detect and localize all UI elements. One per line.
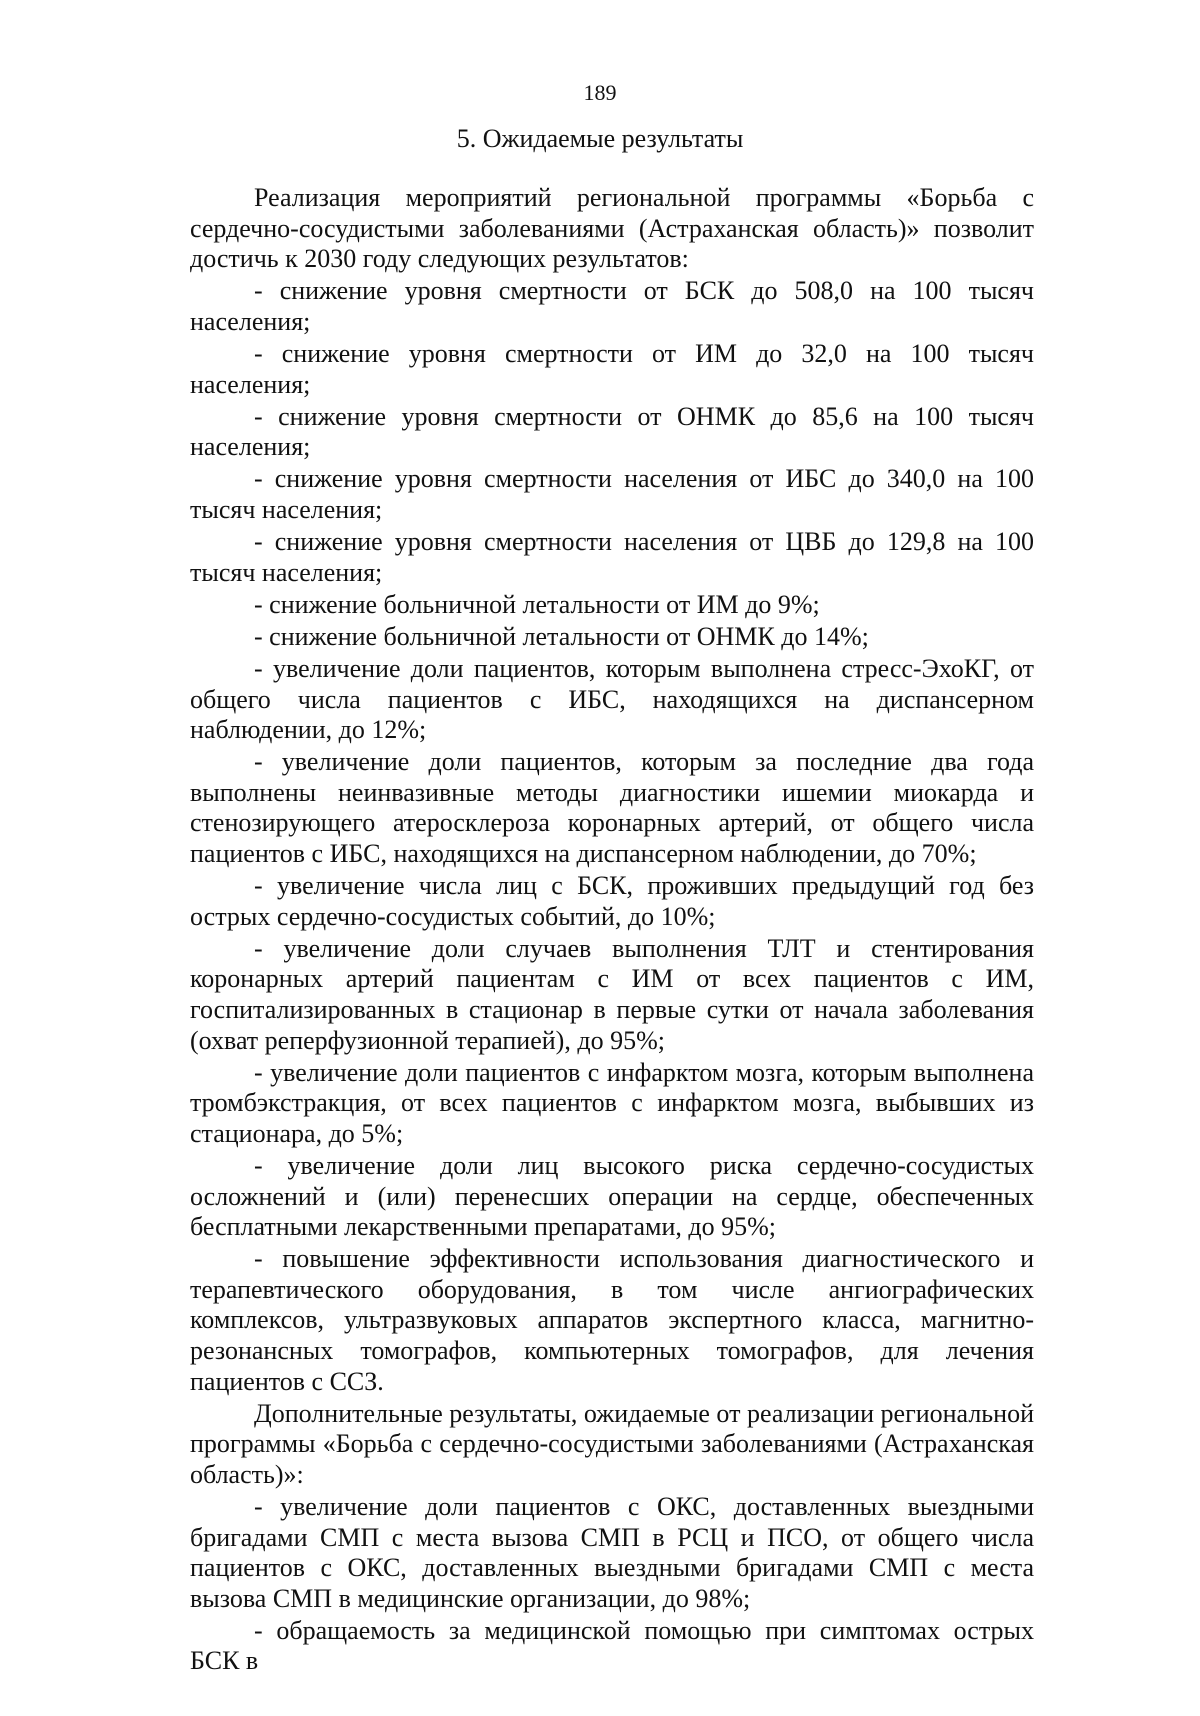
list-item: - снижение уровня смертности населения от ЦВБ до 129,8 на 100 тысяч населения;: [190, 527, 1034, 587]
list-item: - повышение эффективности использования диагностического и терапевтического оборудования, в том числе ангиографических комплексов, ультразвуковых аппаратов экспертного класса, магнитно-резонансных томографов, компьютерных томографов, для лечения пациентов с ССЗ.: [190, 1244, 1034, 1396]
section-heading: 5. Ожидаемые результаты: [456, 124, 744, 153]
list-item: - снижение уровня смертности от ОНМК до 85,6 на 100 тысяч населения;: [190, 401, 1034, 462]
list-item: - увеличение доли пациентов, которым выполнена стресс-ЭхоКГ, от общего числа пациентов с ИБС, находящихся на диспансерном наблюдении, до 12%;: [190, 653, 1034, 745]
list-item: - снижение уровня смертности населения от ИБС до 340,0 на 100 тысяч населения;: [190, 464, 1034, 524]
list-item: - увеличение доли пациентов с ОКС, доставленных выездными бригадами СМП с места вызова СМП в РСЦ и ПСО, от общего числа пациентов с ОКС, доставленных выездными бригадами СМП с места вызова СМП в медицинские организации, до 98%;: [190, 1491, 1034, 1613]
list-item: - снижение больничной летальности от ИМ до 9%;: [254, 589, 820, 619]
list-item: - снижение уровня смертности от БСК до 508,0 на 100 тысяч населения;: [190, 276, 1034, 336]
list-item: - увеличение доли случаев выполнения ТЛТ и стентирования коронарных артерий пациентам с ИМ от всех пациентов с ИМ, госпитализированных в стационар в первые сутки от начала заболевания (охват реперфузионной терапией), до 95%;: [190, 933, 1034, 1055]
list-item: - увеличение доли пациентов с инфарктом мозга, которым выполнена тромбэкстракция, от всех пациентов с инфарктом мозга, выбывших из стационара, до 5%;: [190, 1057, 1034, 1148]
document-body: [190, 183, 1034, 1679]
list-item: - снижение уровня смертности от ИМ до 32,0 на 100 тысяч населения;: [190, 338, 1034, 399]
list-item: - увеличение числа лиц с БСК, проживших предыдущий год без острых сердечно-сосудистых событий, до 10%;: [190, 871, 1034, 931]
list-item: - увеличение доли лиц высокого риска сердечно-сосудистых осложнений и (или) перенесших операции на сердце, обеспеченных бесплатными лекарственными препаратами, до 95%;: [190, 1150, 1034, 1242]
paragraph-additional: Дополнительные результаты, ожидаемые от реализации региональной программы «Борьба с сердечно-сосудистыми заболеваниями (Астраханская область)»:: [190, 1398, 1034, 1489]
list-item: - снижение больничной летальности от ОНМК до 14%;: [254, 621, 869, 651]
page-number: 189: [583, 80, 617, 105]
list-item: - увеличение доли пациентов, которым за последние два года выполнены неинвазивные методы диагностики ишемии миокарда и стенозирующего атеросклероза коронарных артерий, от общего числа пациентов с ИБС, находящихся на диспансерном наблюдении, до 70%;: [190, 747, 1034, 868]
list-item: - обращаемость за медицинской помощью при симптомах острых БСК в: [190, 1615, 1034, 1676]
paragraph-intro: Реализация мероприятий региональной программы «Борьба с сердечно-сосудистыми заболеваниями (Астраханская область)» позволит достичь к 2030 году следующих результатов:: [190, 183, 1034, 274]
